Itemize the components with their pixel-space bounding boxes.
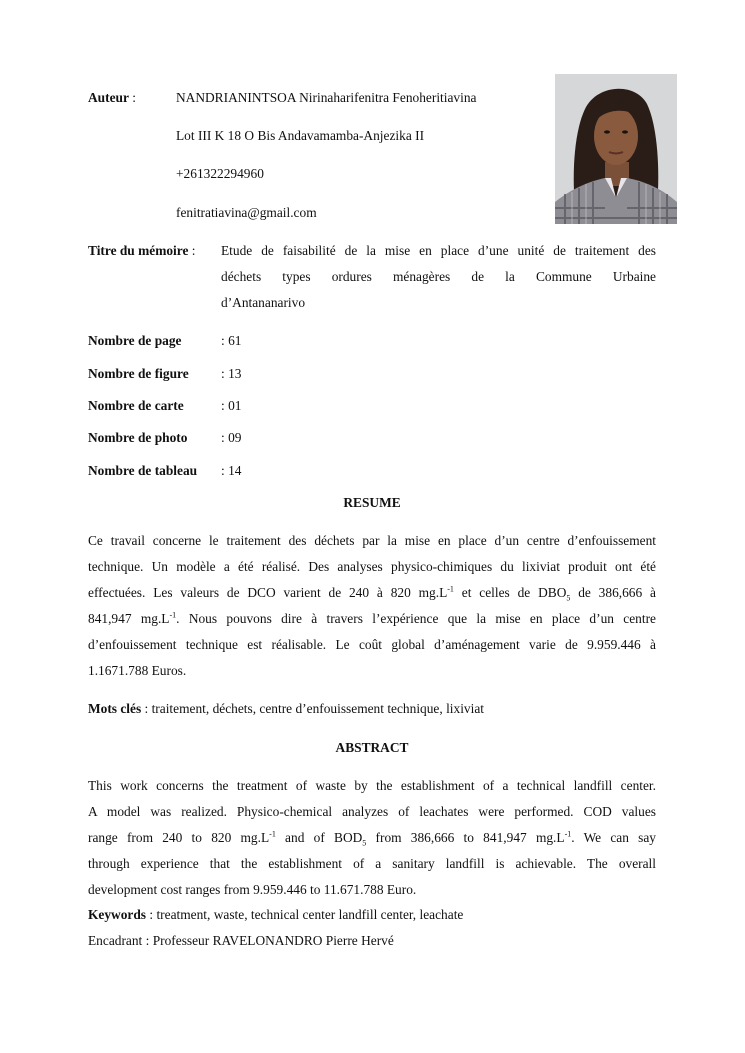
author-name: NANDRIANINTSOA Nirinaharifenitra Fenoheritiavina <box>176 90 477 105</box>
stat-label-maps: Nombre de carte <box>88 398 184 413</box>
resume-line-5: d’enfouissement technique est réalisable. Le coût global d’aménagement varie de 9.959.446 à <box>88 637 656 652</box>
author-phone: +261322294960 <box>176 166 264 181</box>
author-colon: : <box>132 90 137 105</box>
stat-value-pages: : 61 <box>221 333 242 348</box>
supervisor: Encadrant : Professeur RAVELONANDRO Pierre Hervé <box>88 933 394 948</box>
mots-cles <box>88 701 484 717</box>
author-label-row <box>88 90 136 106</box>
author-photo <box>555 74 677 224</box>
thesis-label: Titre du mémoire <box>88 243 189 258</box>
author-label: Auteur <box>88 90 129 105</box>
thesis-title-line-1: Etude de faisabilité de la mise en place d’une unité de traitement des <box>221 243 656 258</box>
author-email: fenitratiavina@gmail.com <box>176 205 317 220</box>
keywords-text: : treatment, waste, technical center landfill center, leachate <box>146 907 464 922</box>
stat-label-figures: Nombre de figure <box>88 366 189 381</box>
resume-line-1: Ce travail concerne le traitement des déchets par la mise en place d’un centre d’enfouissement <box>88 533 656 548</box>
abstract-line-4: through experience that the establishment of a sanitary landfill is achievable. The overall <box>88 856 656 871</box>
abstract-line-5: development cost ranges from 9.959.446 to 11.671.788 Euro. <box>88 882 417 897</box>
stat-value-photos: : 09 <box>221 430 242 445</box>
keywords-label: Keywords <box>88 907 147 922</box>
abstract-line-3: range from 240 to 820 $mg.L^{-1}$ and of $BOD_5$ from 386,666 to 841,947 $mg.L^{-1}$. We can say <box>88 829 656 848</box>
stat-label-photos: Nombre de photo <box>88 430 188 445</box>
abstract-line-1: This work concerns the treatment of waste by the establishment of a technical landfill center. <box>88 778 656 793</box>
mots-cles-text: : traitement, déchets, centre d’enfouissement technique, lixiviat <box>141 701 484 716</box>
abstract-line-2: A model was realized. Physico-chemical analyzes of leachates were performed. COD values <box>88 804 656 819</box>
stat-label-tables: Nombre de tableau <box>88 463 198 478</box>
author-address: Lot III K 18 O Bis Andavamamba-Anjezika II <box>176 128 425 143</box>
mots-cles-label: Mots clés <box>88 701 142 716</box>
thesis-title-line-3: d’Antananarivo <box>221 295 306 310</box>
stat-value-figures: : 13 <box>221 366 242 381</box>
stat-label-pages: Nombre de page <box>88 333 182 348</box>
thesis-label-row <box>88 243 196 259</box>
thesis-colon: : <box>191 243 196 258</box>
stat-value-tables: : 14 <box>221 463 242 478</box>
resume-heading: RESUME <box>343 495 401 510</box>
resume-line-3: effectuées. Les valeurs de DCO varient de 240 à 820 $mg.L^{-1}$ et celles de $DBO_5$ de 386,666 à <box>88 584 656 603</box>
resume-line-4: 841,947 $mg.L^{-1}$. Nous pouvons dire à travers l’expérience que la mise en place d’un centre <box>88 610 656 626</box>
thesis-title-line-2: déchets types ordures ménagères de la Commune Urbaine <box>221 269 656 284</box>
keywords <box>88 907 463 923</box>
stat-value-maps: : 01 <box>221 398 242 413</box>
abstract-heading: ABSTRACT <box>335 740 409 755</box>
resume-line-2: technique. Un modèle a été réalisé. Des analyses physico-chimiques du lixiviat produit ont été <box>88 559 656 574</box>
resume-line-6: 1.1671.788 Euros. <box>88 663 187 678</box>
